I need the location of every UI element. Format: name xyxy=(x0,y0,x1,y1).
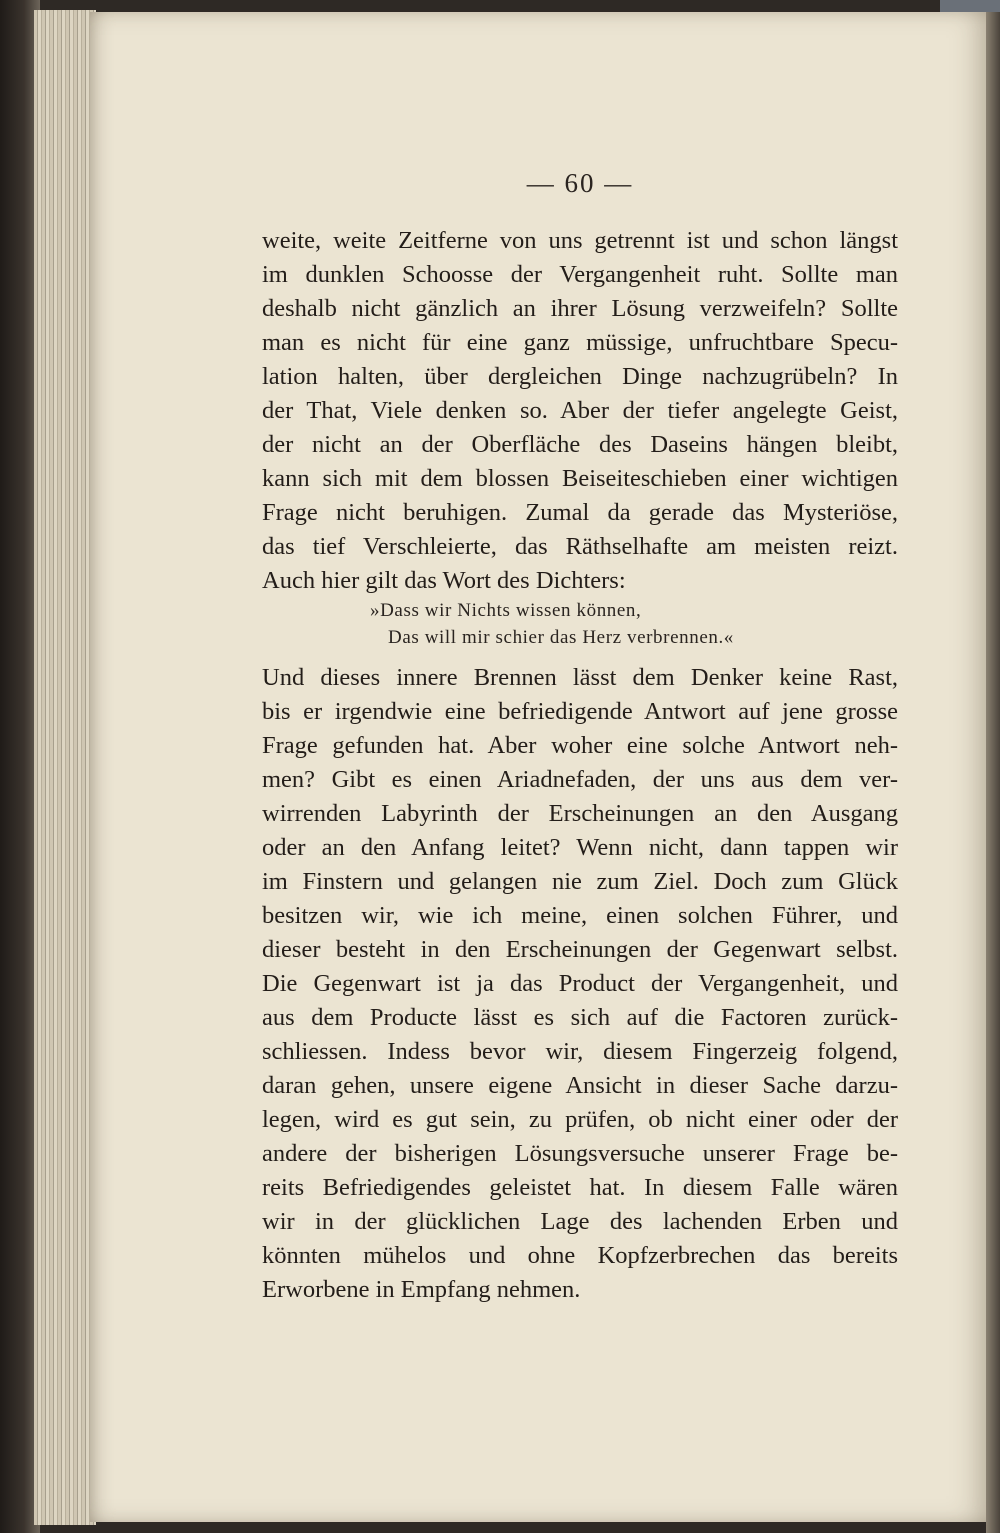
text-line: Frage gefunden hat. Aber woher eine solche Antwort neh- xyxy=(262,732,898,759)
text-line: könnten mühelos und ohne Kopfzerbrechen das bereits xyxy=(262,1242,898,1269)
text-line: Frage nicht beruhigen. Zumal da gerade das Mysteriöse, xyxy=(262,499,898,526)
quote-line: Das will mir schier das Herz verbrennen.« xyxy=(388,627,734,648)
text-line: man es nicht für eine ganz müssige, unfruchtbare Specu- xyxy=(262,329,898,356)
text-line: besitzen wir, wie ich meine, einen solchen Führer, und xyxy=(262,902,898,929)
text-line: Auch hier gilt das Wort des Dichters: xyxy=(262,567,626,594)
text-line: das tief Verschleierte, das Räthselhafte am meisten reizt. xyxy=(262,533,898,560)
text-line: oder an den Anfang leitet? Wenn nicht, dann tappen wir xyxy=(262,834,898,861)
text-line: men? Gibt es einen Ariadnefaden, der uns aus dem ver- xyxy=(262,766,898,793)
text-line: reits Befriedigendes geleistet hat. In diesem Falle wären xyxy=(262,1174,898,1201)
text-line: im Finstern und gelangen nie zum Ziel. Doch zum Glück xyxy=(262,868,898,895)
text-line: bis er irgendwie eine befriedigende Antwort auf jene grosse xyxy=(262,698,898,725)
text-line: deshalb nicht gänzlich an ihrer Lösung verzweifeln? Sollte xyxy=(262,295,898,322)
scan-corner xyxy=(940,0,1000,12)
text-line: im dunklen Schoosse der Vergangenheit ruht. Sollte man xyxy=(262,261,898,288)
text-line: legen, wird es gut sein, zu prüfen, ob nicht einer oder der xyxy=(262,1106,898,1133)
paragraph-1 xyxy=(262,224,898,598)
page-edges xyxy=(34,10,96,1525)
text-line: weite, weite Zeitferne von uns getrennt ist und schon längst xyxy=(262,227,898,254)
quote-line: »Dass wir Nichts wissen können, xyxy=(370,600,642,621)
text-line: daran gehen, unsere eigene Ansicht in dieser Sache darzu- xyxy=(262,1072,898,1099)
text-line: lation halten, über dergleichen Dinge nachzugrübeln? In xyxy=(262,363,898,390)
text-line: andere der bisherigen Lösungsversuche unserer Frage be- xyxy=(262,1140,898,1167)
text-line: wirrenden Labyrinth der Erscheinungen an den Ausgang xyxy=(262,800,898,827)
text-line: Die Gegenwart ist ja das Product der Vergangenheit, und xyxy=(262,970,898,997)
text-line: schliessen. Indess bevor wir, diesem Fingerzeig folgend, xyxy=(262,1038,898,1065)
text-line: wir in der glücklichen Lage des lachenden Erben und xyxy=(262,1208,898,1235)
text-line: dieser besteht in den Erscheinungen der Gegenwart selbst. xyxy=(262,936,898,963)
page-number: — 60 — xyxy=(526,168,634,198)
text-line: aus dem Producte lässt es sich auf die Factoren zurück- xyxy=(262,1004,898,1031)
text-line: der That, Viele denken so. Aber der tiefer angelegte Geist, xyxy=(262,397,898,424)
text-line: kann sich mit dem blossen Beiseiteschieben einer wichtigen xyxy=(262,465,898,492)
text-line: Erworbene in Empfang nehmen. xyxy=(262,1276,581,1303)
paragraph-2 xyxy=(262,661,898,1307)
text-line: der nicht an der Oberfläche des Daseins hängen bleibt, xyxy=(262,431,898,458)
poem-quote xyxy=(370,597,734,651)
page-gutter-shadow xyxy=(986,0,1000,1533)
text-line: Und dieses innere Brennen lässt dem Denker keine Rast, xyxy=(262,664,898,691)
